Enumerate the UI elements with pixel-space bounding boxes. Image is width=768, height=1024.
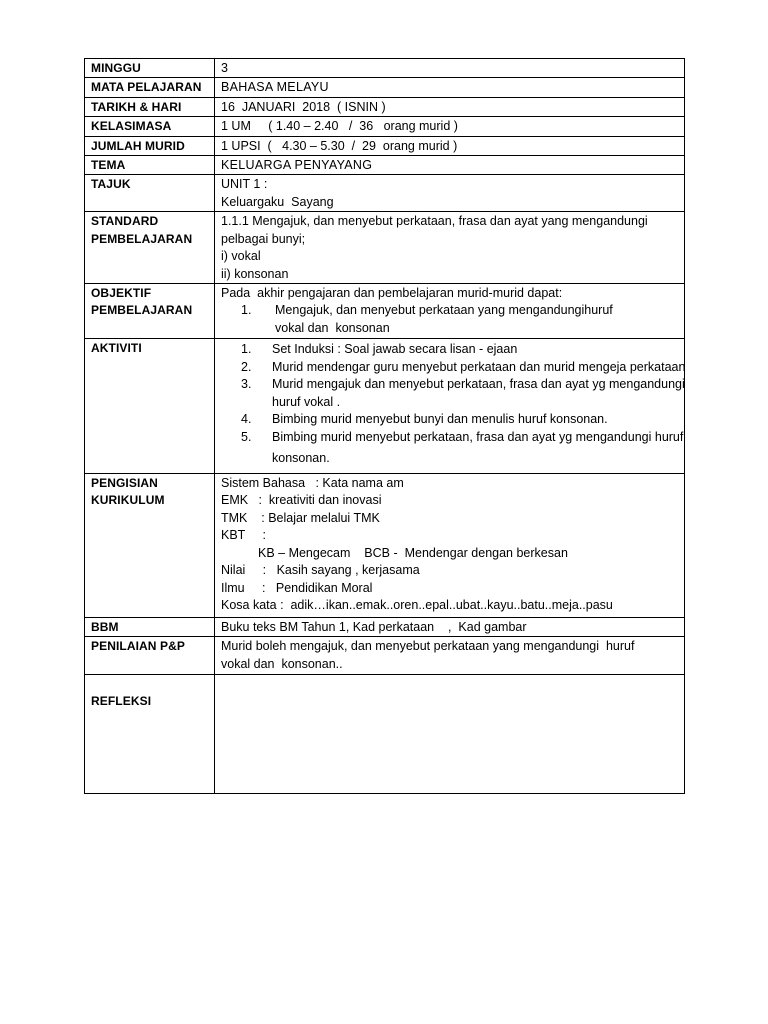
row-bbm — [85, 618, 685, 637]
row-pengisian-kurikulum — [85, 474, 685, 618]
item-number: 5. — [241, 430, 252, 445]
row-minggu — [85, 59, 685, 78]
row-standard-pembelajaran — [85, 212, 685, 284]
objektif-list — [221, 302, 679, 337]
tajuk-line: UNIT 1 : — [221, 177, 268, 192]
value-bbm: Buku teks BM Tahun 1, Kad perkataan , Kad gambar — [221, 620, 527, 635]
objektif-intro: Pada akhir pengajaran dan pembelajaran murid-murid dapat: — [221, 286, 563, 301]
value-tema: KELUARGA PENYAYANG — [221, 158, 373, 173]
list-item — [221, 411, 679, 429]
label-minggu: MINGGU — [85, 59, 215, 78]
list-item — [221, 302, 679, 337]
row-tarikh-hari — [85, 97, 685, 116]
label-jumlah-murid: JUMLAH MURID — [85, 136, 215, 155]
kbt-line: KBT : — [221, 528, 266, 543]
label-tema: TEMA — [85, 156, 215, 175]
list-item — [221, 376, 685, 411]
penilaian-line: Murid boleh mengajuk, dan menyebut perkataan yang mengandungi huruf — [221, 639, 635, 654]
label-line: PENGISIAN — [91, 476, 158, 491]
row-jumlah-murid — [85, 136, 685, 155]
item-text: Set Induksi : Soal jawab secara lisan - ejaan — [272, 342, 518, 357]
value-tarikh-hari: 16 JANUARI 2018 ( ISNIN ) — [221, 99, 386, 114]
label-refleksi: REFLEKSI — [85, 675, 215, 794]
row-mata-pelajaran — [85, 78, 685, 97]
label-line: KURIKULUM — [91, 493, 165, 508]
kosa-kata-line: Kosa kata : adik…ikan..emak..oren..epal..ubat..kayu..batu..meja..pasu — [221, 597, 613, 612]
value-jumlah-murid: 1 UPSI ( 4.30 – 5.30 / 29 orang murid ) — [221, 138, 458, 153]
label-aktiviti: AKTIVITI — [85, 339, 215, 474]
row-refleksi — [85, 675, 685, 794]
value-mata-pelajaran: BAHASA MELAYU — [221, 80, 329, 95]
item-text: Bimbing murid menyebut perkataan, frasa dan ayat yg mengandungi huruf — [272, 430, 684, 445]
item-text: Bimbing murid menyebut bunyi dan menulis huruf konsonan. — [272, 412, 608, 427]
tajuk-line: Keluargaku Sayang — [221, 194, 334, 209]
tmk-line: TMK : Belajar melalui TMK — [221, 510, 380, 525]
label-line: PEMBELAJARAN — [91, 231, 193, 246]
value-refleksi[interactable] — [215, 675, 685, 794]
label-objektif-pembelajaran — [85, 284, 215, 339]
row-tema — [85, 156, 685, 175]
label-penilaian: PENILAIAN P&P — [85, 637, 215, 675]
item-text: Murid mendengar guru menyebut perkataan dan murid mengeja perkataan — [272, 359, 686, 374]
standard-line: ii) konsonan — [221, 266, 289, 281]
label-kelasimasa: KELASIMASA — [85, 117, 215, 136]
ilmu-line: Ilmu : Pendidikan Moral — [221, 580, 373, 595]
list-item — [221, 429, 684, 467]
item-number: 1. — [241, 342, 252, 357]
label-line: STANDARD — [91, 214, 159, 229]
aktiviti-list — [221, 341, 686, 467]
standard-line: pelbagai bunyi; — [221, 231, 306, 246]
label-bbm: BBM — [85, 618, 215, 637]
lesson-plan-table — [84, 58, 685, 794]
list-item — [221, 341, 679, 359]
emk-line: EMK : kreativiti dan inovasi — [221, 493, 382, 508]
value-kelasimasa: 1 UM ( 1.40 – 2.40 / 36 orang murid ) — [221, 119, 458, 134]
label-line: OBJEKTIF — [91, 286, 152, 301]
row-penilaian — [85, 637, 685, 675]
item-text: vokal dan konsonan — [275, 320, 390, 335]
row-tajuk — [85, 175, 685, 212]
kb-bcb-line: KB – Mengecam BCB - Mendengar dengan berkesan — [258, 545, 568, 560]
item-text: Murid mengajuk dan menyebut perkataan, frasa dan ayat yg mengandungi — [272, 377, 685, 392]
label-pengisian-kurikulum — [85, 474, 215, 618]
standard-line: 1.1.1 Mengajuk, dan menyebut perkataan, frasa dan ayat yang mengandungi — [221, 214, 648, 229]
item-number: 3. — [241, 377, 252, 392]
label-tajuk: TAJUK — [85, 175, 215, 212]
item-number: 1. — [241, 303, 252, 318]
item-number: 4. — [241, 412, 252, 427]
item-text: konsonan. — [272, 450, 330, 465]
standard-line: i) vokal — [221, 249, 261, 264]
row-kelasimasa — [85, 117, 685, 136]
list-item — [221, 359, 686, 377]
sistem-bahasa: Sistem Bahasa : Kata nama am — [221, 476, 404, 491]
row-objektif-pembelajaran — [85, 284, 685, 339]
label-line: PEMBELAJARAN — [91, 303, 193, 318]
item-text: Mengajuk, dan menyebut perkataan yang mengandungihuruf — [275, 303, 613, 318]
row-aktiviti — [85, 339, 685, 474]
label-tarikh-hari: TARIKH & HARI — [85, 97, 215, 116]
nilai-line: Nilai : Kasih sayang , kerjasama — [221, 563, 420, 578]
label-standard-pembelajaran — [85, 212, 215, 284]
item-text: huruf vokal . — [272, 394, 341, 409]
penilaian-line: vokal dan konsonan.. — [221, 656, 343, 671]
item-number: 2. — [241, 359, 252, 374]
value-minggu: 3 — [221, 61, 228, 75]
label-mata-pelajaran: MATA PELAJARAN — [85, 78, 215, 97]
